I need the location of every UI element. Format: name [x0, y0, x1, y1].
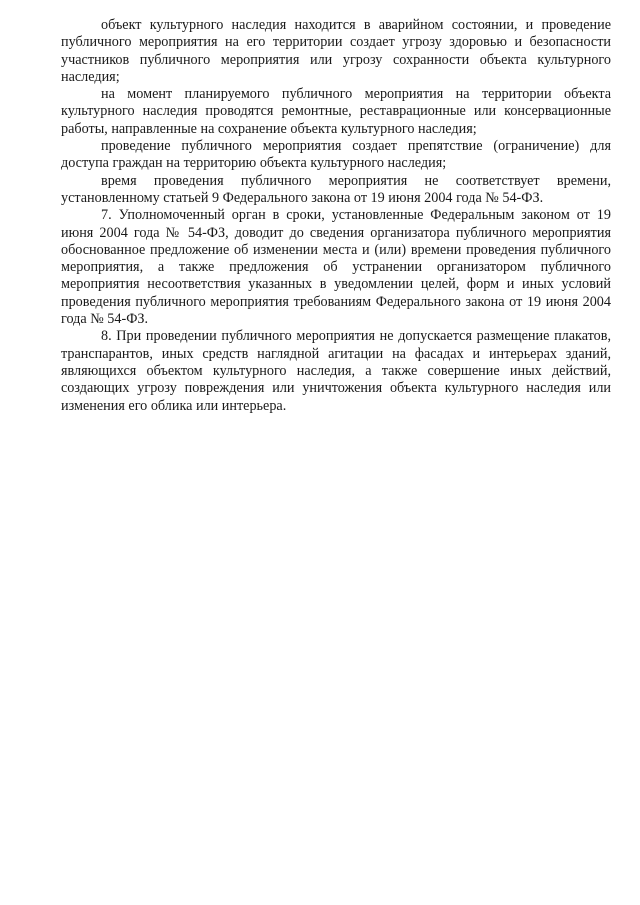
paragraph-time-mismatch: время проведения публичного мероприятия не соответствует времени, установленному статьей 9 Федерального закона от 19 июня 2004 года № 54-ФЗ.: [61, 172, 611, 206]
paragraph-item-7: 7. Уполномоченный орган в сроки, установленные Федеральным законом от 19 июня 2004 года № 54-ФЗ, доводит до сведения организатора публичного мероприятия обоснованное предложение об изменении места и (или) времени проведения публичного мероприятия, а также предложения об устранении организатором публичного мероприятия несоответствия указанных в уведомлении целей, форм и иных условий проведения публичного мероприятия требованиям Федерального закона от 19 июня 2004 года № 54-ФЗ.: [61, 207, 611, 328]
document-body: [61, 17, 611, 415]
paragraph-repair-works: на момент планируемого публичного мероприятия на территории объекта культурного наследия проводятся ремонтные, реставрационные или консервационные работы, направленные на сохранение объекта культурного наследия;: [61, 86, 611, 137]
paragraph-emergency-condition: объект культурного наследия находится в аварийном состоянии, и проведение публичного мероприятия на его территории создает угрозу здоровью и безопасности участников публичного мероприятия или угрозу сохранности объекта культурного наследия;: [61, 17, 611, 85]
paragraph-access-obstruction: проведение публичного мероприятия создает препятствие (ограничение) для доступа граждан на территорию объекта культурного наследия;: [61, 138, 611, 172]
paragraph-item-8: 8. При проведении публичного мероприятия не допускается размещение плакатов, транспарантов, иных средств наглядной агитации на фасадах и интерьерах зданий, являющихся объектом культурного наследия, а также совершение иных действий, создающих угрозу повреждения или уничтожения объекта культурного наследия или изменения его облика или интерьера.: [61, 328, 611, 414]
